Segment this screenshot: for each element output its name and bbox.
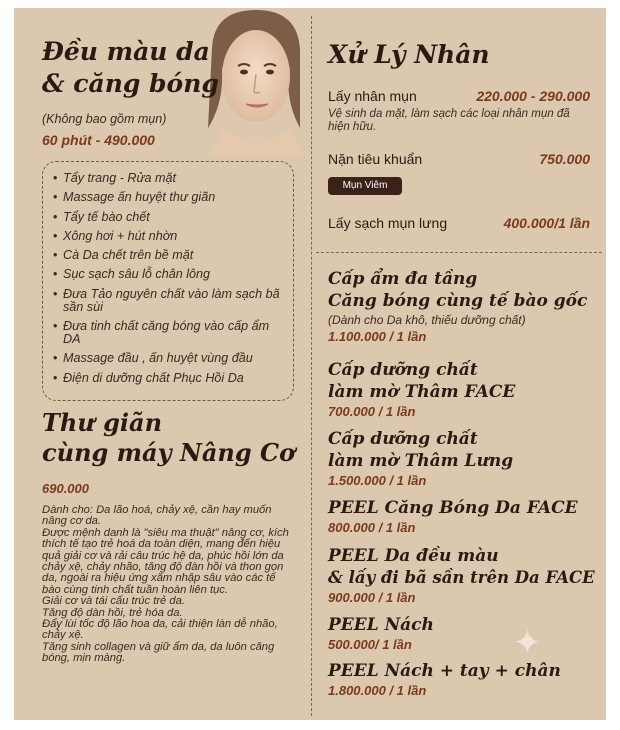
exclusion-note: (Không bao gồm mụn) [42,112,167,126]
item-back-acne-price: 400.000/1 lần [503,215,590,231]
service-price: 1.800.000 / 1 lần [328,683,427,698]
service-title: PEEL Nách [328,615,434,635]
price-menu [14,8,606,720]
service-title: làm mờ Thâm Lưng [328,451,514,471]
service-peel-underarm-arms-legs [328,660,598,699]
desc-paragraph: Tăng sinh collagen và giữ ẩm da, da luôn căng bóng, mịn màng. [42,640,275,665]
section-divider [316,252,602,253]
item-extract-name: Lấy nhân mụn [328,88,417,104]
service-title: Cấp dưỡng chất [328,429,478,449]
list-item: • Sục sạch sâu lỗ chân lông [53,268,285,281]
duration-price: 60 phút - 490.000 [42,132,155,148]
service-peel-glow-face [328,497,598,536]
service-peel-even-tone [328,545,606,606]
item-antibacterial-price: 750.000 [539,151,590,167]
section2-title-line2: cùng máy Nâng Cơ [42,438,296,467]
column-divider [311,16,312,716]
service-title: PEEL Căng Bóng Da FACE [328,498,578,518]
item-antibacterial-name: Nặn tiêu khuẩn [328,151,423,167]
acne-inflammation-badge: Mụn Viêm [328,177,402,195]
list-item: • Điện di dưỡng chất Phục Hồi Da [53,372,285,385]
service-price: 800.000 / 1 lần [328,520,416,535]
list-item: • Massage ấn huyệt thư giãn [53,191,285,204]
section2-price: 690.000 [42,481,89,496]
service-dark-spot-back [328,428,598,489]
service-title: làm mờ Thâm FACE [328,382,516,402]
service-peel-underarm [328,614,598,653]
service-title: & lấy đi bã sần trên Da FACE [328,568,595,587]
left-title-line1: Đều màu da [42,37,210,66]
service-title: Cấp dưỡng chất [328,360,478,380]
service-price: 900.000 / 1 lần [328,590,416,605]
service-title: Cấp ẩm đa tầng [328,269,478,289]
item-back-acne [328,215,590,231]
desc-paragraph: Đẩy lùi tốc độ lão hoa da, cải thiện làn dễ nhão, chảy xệ. [42,618,278,642]
list-item: • Tẩy trang - Rửa mặt [53,172,285,185]
left-title [42,36,219,100]
service-multilayer-moisture [328,268,598,345]
service-dark-spot-face [328,359,598,420]
list-item: • Cà Da chết trên bề mặt [53,249,285,262]
list-item: • Xông hơi + hút nhờn [53,230,285,243]
desc-paragraph: Tăng độ dàn hồi, trẻ hóa da. [42,606,183,619]
desc-paragraph: Được mệnh danh là "siêu ma thuật" nâng cơ, kích thích tế tạo trẻ hoá da toàn diện, mang đến hiệu quả giải cơ và rải câu trúc hệ da, phúc hồi lớn da chảy xệ, chảy nhão, tăng độ đàn hồi và thon gọn da, ngoài ra hiệu ứng xăm nhập sâu vào các tế bào cùng tinh chất tuần hoàn liên tục. [42,526,289,596]
item-extract [328,88,590,104]
service-title: PEEL Nách + tay + chân [328,661,561,681]
right-title: Xử Lý Nhân [328,40,490,69]
item-back-acne-name: Lấy sạch mụn lưng [328,215,448,231]
list-item: • Massage đầu , ấn huyệt vùng đầu [53,352,285,365]
sparkle-icon: ✦ [513,624,542,662]
service-title: Căng bóng cùng tế bào gốc [328,291,588,311]
section2-description [42,505,297,665]
item-antibacterial [328,151,590,167]
section2-title [42,408,295,468]
steps-list [43,162,293,385]
list-item: • Đưa Tảo nguyên chất vào làm sạch bã sần sùi [53,288,285,314]
service-price: 500.000/ 1 lần [328,637,412,652]
service-price: 700.000 / 1 lần [328,404,416,419]
section2-title-line1: Thư giãn [42,408,163,437]
item-extract-price: 220.000 - 290.000 [476,88,590,104]
service-price: 1.500.000 / 1 lần [328,473,427,488]
desc-paragraph: Dành cho: Da lão hoá, chảy xệ, cần hay muốn nâng cơ da. [42,504,272,528]
left-title-line2: & căng bóng [42,69,219,98]
list-item: • Tẩy tế bào chết [53,211,285,224]
item-extract-desc: Vệ sinh da mặt, làm sạch các loại nhân mụn đã hiện hữu. [328,108,570,133]
steps-box [42,161,294,401]
desc-paragraph: Giải cơ và tái cấu trúc trẻ da. [42,595,185,608]
service-note: (Dành cho Da khô, thiếu dưỡng chất) [328,313,526,327]
list-item: • Đưa tinh chất căng bóng vào cấp ẩm DA [53,320,285,346]
service-title: PEEL Da đều màu [328,546,499,566]
service-price: 1.100.000 / 1 lần [328,329,427,344]
